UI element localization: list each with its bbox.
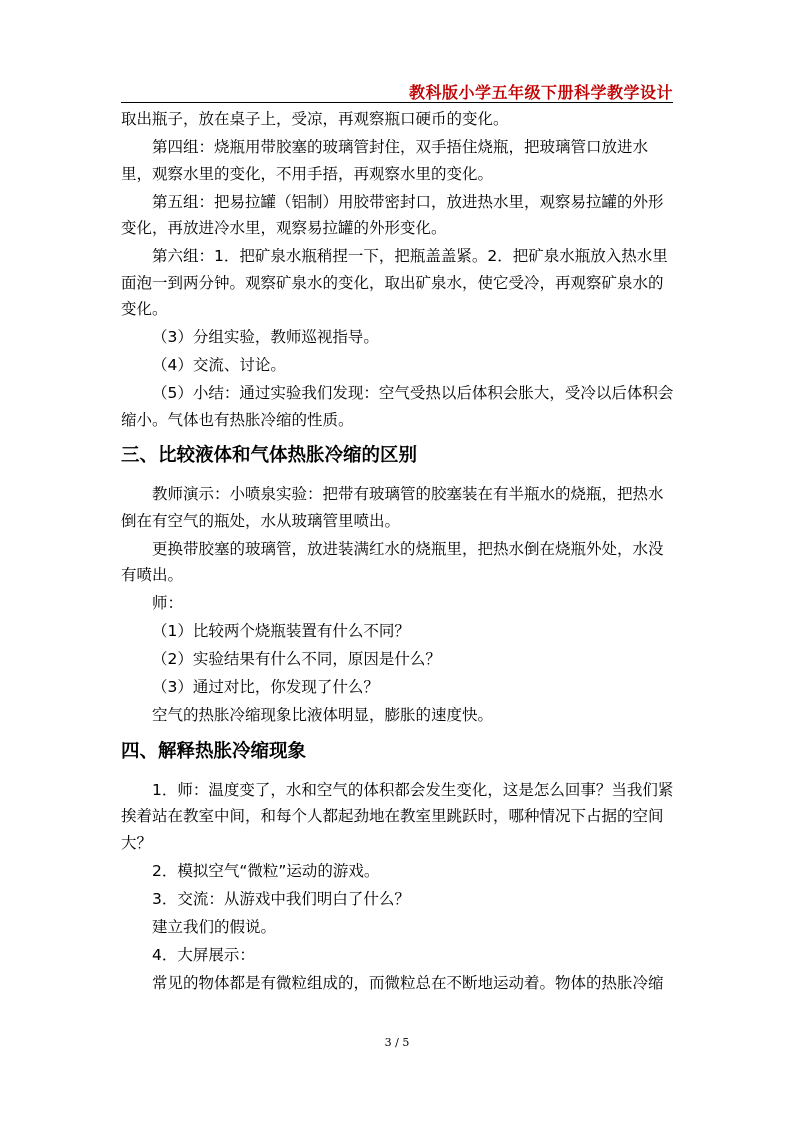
- paragraph: （2）实验结果有什么不同，原因是什么？: [152, 650, 441, 668]
- paragraph: 1．师：温度变了，水和空气的体积都会发生变化，这是怎么回事？当我们紧挨着站在教室中间，和每个人都起劲地在教室里跳跃时，哪种情况下占据的空间大？: [121, 780, 674, 852]
- paragraph: 空气的热胀冷缩现象比液体明显，膨胀的速度快。: [152, 706, 494, 724]
- paragraph: 取出瓶子，放在桌子上，受凉，再观察瓶口硬币的变化。: [121, 110, 509, 128]
- paragraph: 第六组：1．把矿泉水瓶稍捏一下，把瓶盖盖紧。2．把矿泉水瓶放入热水里面泡一到两分钟。观察矿泉水的变化，取出矿泉水，使它受冷，再观察矿泉水的变化。: [121, 247, 668, 318]
- paragraph: 常见的物体都是有微粒组成的，而微粒总在不断地运动着。物体的热胀冷缩: [152, 973, 664, 992]
- paragraph: 第四组：烧瓶用带胶塞的玻璃管封住，双手捂住烧瓶，把玻璃管口放进水里，观察水里的变化，不用手捂，再观察水里的变化。: [121, 138, 649, 183]
- paragraph: （4）交流、讨论。: [152, 356, 286, 374]
- section-heading: 四、解释热胀冷缩现象: [121, 740, 307, 762]
- paragraph: 教师演示：小喷泉实验：把带有玻璃管的胶塞装在有半瓶水的烧瓶，把热水倒在有空气的瓶处，水从玻璃管里喷出。: [121, 485, 664, 530]
- paragraph: 更换带胶塞的玻璃管，放进装满红水的烧瓶里，把热水倒在烧瓶外处，水没有喷出。: [121, 539, 664, 584]
- section-heading: 三、比较液体和气体热胀冷缩的区别: [121, 445, 418, 466]
- paragraph: （1）比较两个烧瓶装置有什么不同？: [152, 622, 410, 640]
- paragraph: （5）小结：通过实验我们发现：空气受热以后体积会胀大，受冷以后体积会缩小。气体也有热胀冷缩的性质。: [121, 384, 674, 429]
- paragraph: 第五组：把易拉罐（铝制）用胶带密封口，放进热水里，观察易拉罐的外形变化，再放进冷水里，观察易拉罐的外形变化。: [121, 192, 664, 237]
- paragraph: （3）通过对比，你发现了什么？: [152, 678, 379, 696]
- paragraph: 2．模拟空气“微粒”运动的游戏。: [152, 861, 380, 880]
- paragraph: 建立我们的假说。: [152, 917, 277, 936]
- paragraph: 师：: [152, 594, 184, 612]
- paragraph: 3．交流：从游戏中我们明白了什么？: [152, 889, 410, 908]
- page-header: [121, 74, 673, 103]
- document-body: [121, 106, 676, 998]
- paragraph: 4．大屏展示：: [152, 945, 255, 964]
- paragraph: （3）分组实验，教师巡视指导。: [152, 328, 379, 346]
- header-title: 教科版小学五年级下册科学教学设计: [408, 83, 673, 102]
- page-number: 3 / 5: [384, 1036, 410, 1049]
